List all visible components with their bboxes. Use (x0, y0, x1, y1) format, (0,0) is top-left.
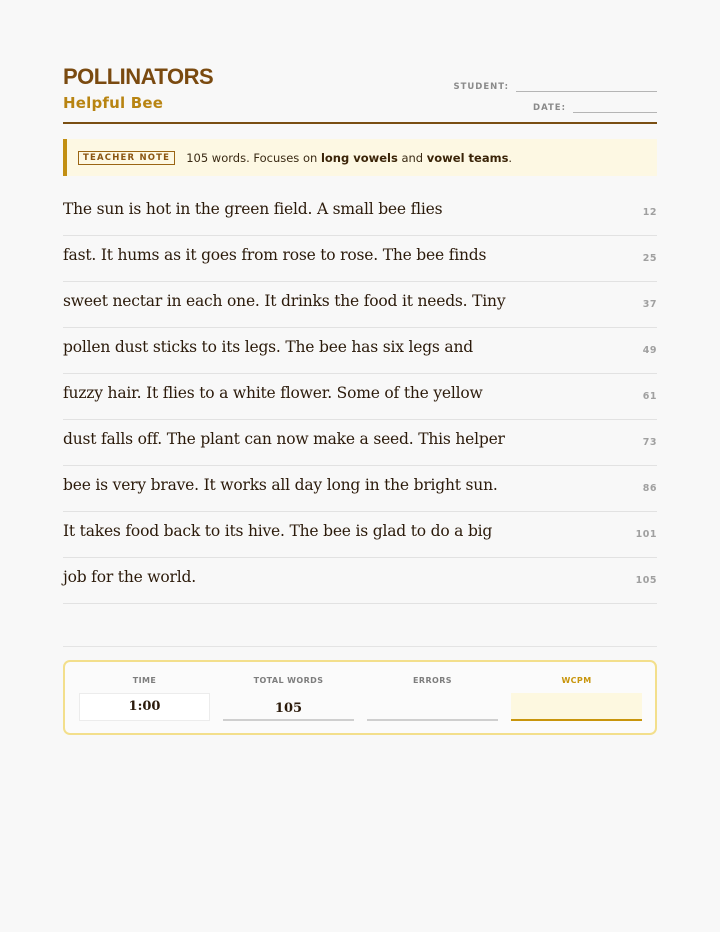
date-label: DATE: (533, 103, 566, 113)
passage-line (63, 420, 657, 466)
cumulative-word-count: 86 (642, 483, 657, 494)
line-text: job for the world. (63, 568, 196, 586)
cumulative-word-count: 25 (642, 253, 657, 264)
passage-line (63, 512, 657, 558)
wcpm-cell (511, 676, 642, 721)
line-text: dust falls off. The plant can now make a seed. This helper (63, 430, 505, 448)
note-joiner: and (397, 150, 427, 165)
time-label: TIME (132, 676, 157, 685)
passage-line (63, 558, 657, 604)
cumulative-word-count: 12 (642, 207, 657, 218)
note-prefix: 105 words. Focuses on (186, 150, 321, 165)
student-field (453, 80, 657, 92)
line-text: sweet nectar in each one. It drinks the food it needs. Tiny (63, 292, 506, 310)
line-text: fast. It hums as it goes from rose to rose. The bee finds (63, 246, 487, 264)
total-words-cell (223, 676, 354, 721)
teacher-note (63, 139, 657, 176)
line-text: pollen dust sticks to its legs. The bee has six legs and (63, 338, 473, 356)
student-name-line[interactable] (516, 80, 657, 92)
line-text: The sun is hot in the green field. A small bee flies (63, 200, 443, 218)
passage-title: Helpful Bee (63, 94, 164, 112)
passage-line (63, 282, 657, 328)
cumulative-word-count: 73 (642, 437, 657, 448)
passage-lines (63, 190, 657, 604)
line-text: bee is very brave. It works all day long in the bright sun. (63, 476, 498, 494)
section-divider (63, 646, 657, 647)
passage-line (63, 236, 657, 282)
wcpm-label: WCPM (561, 676, 592, 685)
series-title: POLLINATORS (63, 64, 214, 89)
date-field (533, 101, 657, 113)
student-label: STUDENT: (453, 82, 509, 92)
total-words-field[interactable]: 105 (223, 693, 354, 721)
note-focus-vowel-teams: vowel teams (426, 150, 509, 165)
total-words-label: TOTAL WORDS (253, 676, 324, 685)
score-box (63, 660, 657, 735)
line-text: fuzzy hair. It flies to a white flower. Some of the yellow (63, 384, 483, 402)
time-field[interactable]: 1:00 (79, 693, 210, 721)
errors-cell (367, 676, 498, 721)
passage-line (63, 374, 657, 420)
cumulative-word-count: 61 (642, 391, 657, 402)
line-text: It takes food back to its hive. The bee is glad to do a big (63, 522, 493, 540)
cumulative-word-count: 105 (635, 575, 657, 586)
passage-line (63, 466, 657, 512)
cumulative-word-count: 101 (635, 529, 657, 540)
wcpm-field[interactable] (511, 693, 642, 721)
date-line[interactable] (573, 101, 657, 113)
note-suffix: . (508, 150, 513, 165)
errors-label: ERRORS (413, 676, 452, 685)
teacher-note-text (186, 151, 512, 165)
page-header (63, 0, 657, 124)
note-focus-long-vowels: long vowels (320, 150, 398, 165)
cumulative-word-count: 37 (642, 299, 657, 310)
errors-field[interactable] (367, 693, 498, 721)
fluency-passage-page (63, 0, 657, 716)
passage-line (63, 190, 657, 236)
cumulative-word-count: 49 (642, 345, 657, 356)
passage-line (63, 328, 657, 374)
time-cell (79, 676, 210, 721)
teacher-note-badge: TEACHER NOTE (78, 151, 175, 165)
